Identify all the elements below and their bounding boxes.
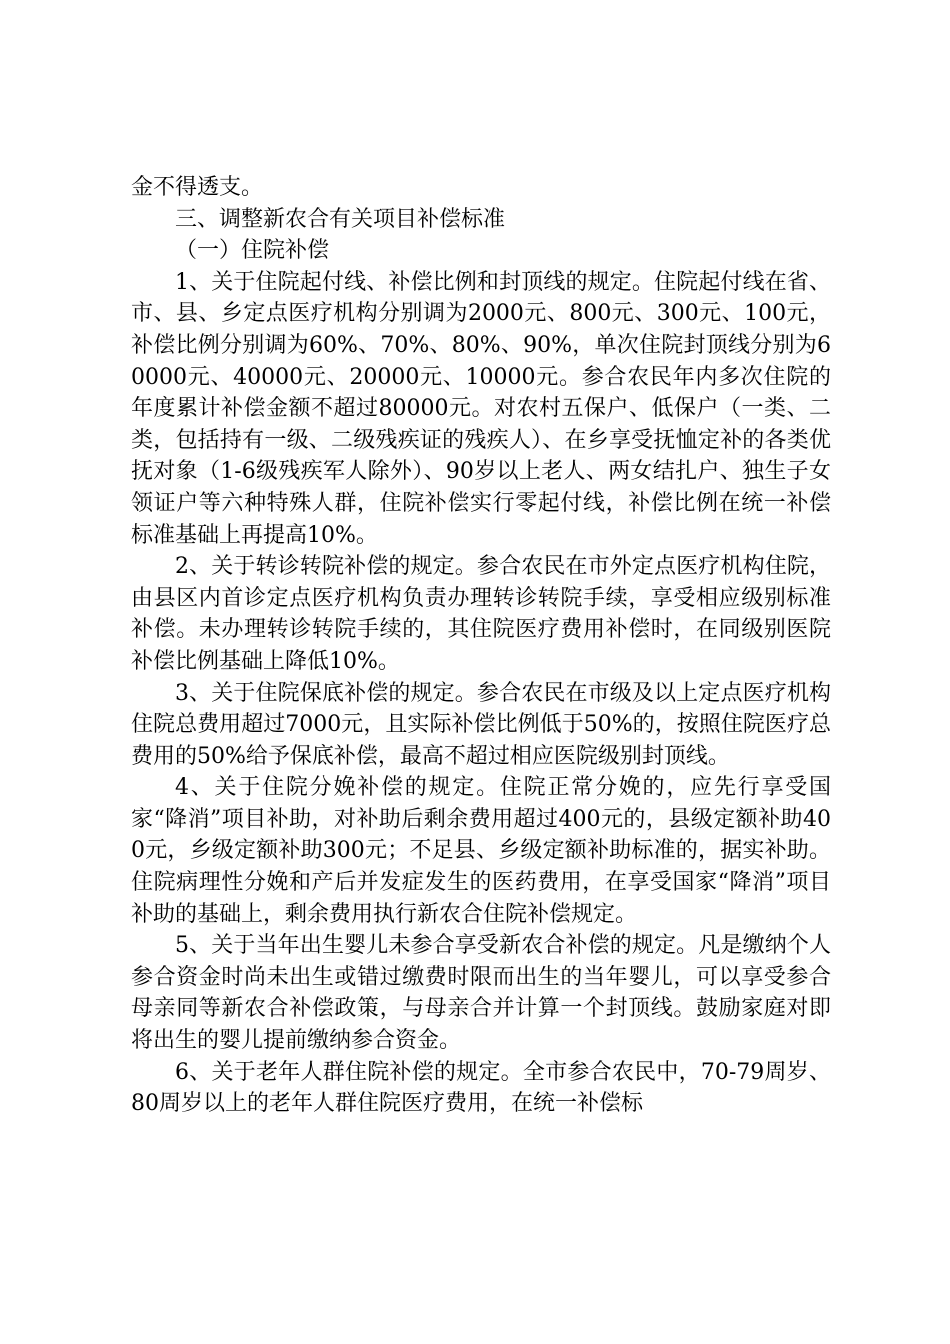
- paragraph-item-2: 2、关于转诊转院补偿的规定。参合农民在市外定点医疗机构住院，由县区内首诊定点医疗机构负责办理转诊转院手续，享受相应级别标准补偿。未办理转诊转院手续的，其住院医疗费用补偿时，在同级别医院补偿比例基础上降低10%。: [131, 554, 831, 674]
- paragraph-item-4: 4、关于住院分娩补偿的规定。住院正常分娩的，应先行享受国家“降消”项目补助，对补助后剩余费用超过400元的，县级定额补助400元，乡级定额补助300元；不足县、乡级定额补助标准的，据实补助。住院病理性分娩和产后并发症发生的医药费用，在享受国家“降消”项目补助的基础上，剩余费用执行新农合住院补偿规定。: [131, 775, 831, 927]
- subsection-heading: （一）住院补偿: [175, 238, 330, 264]
- paragraph-item-5: 5、关于当年出生婴儿未参合享受新农合补偿的规定。凡是缴纳个人参合资金时尚未出生或错过缴费时限而出生的当年婴儿，可以享受参合母亲同等新农合补偿政策，与母亲合并计算一个封顶线。鼓励家庭对即将出生的婴儿提前缴纳参合资金。: [131, 933, 831, 1054]
- paragraph-item-6: 6、关于老年人群住院补偿的规定。全市参合农民中，70-79周岁、80周岁以上的老年人群住院医疗费用，在统一补偿标: [131, 1059, 831, 1117]
- document-body: [131, 172, 831, 1120]
- paragraph-item-1: 1、关于住院起付线、补偿比例和封顶线的规定。住院起付线在省、市、县、乡定点医疗机构分别调为2000元、800元、300元、100元，补偿比例分别调为60%、70%、80%、90%，单次住院封顶线分别为60000元、40000元、20000元、10000元。参合农民年内多次住院的年度累计补偿金额不超过80000元。对农村五保户、低保户（一类、二类，包括持有一级、二级残疾证的残疾人）、在乡享受抚恤定补的各类优抚对象（1-6级残疾军人除外）、90岁以上老人、两女结扎户、独生子女领证户等六种特殊人群，住院补偿实行零起付线，补偿比例在统一补偿标准基础上再提高10%。: [131, 269, 831, 548]
- paragraph-item-3: 3、关于住院保底补偿的规定。参合农民在市级及以上定点医疗机构住院总费用超过7000元，且实际补偿比例低于50%的，按照住院医疗总费用的50%给予保底补偿，最高不超过相应医院级别封顶线。: [131, 680, 831, 769]
- section-heading: 三、调整新农合有关项目补偿标准: [175, 206, 506, 232]
- paragraph-continuation: 金不得透支。: [131, 175, 264, 200]
